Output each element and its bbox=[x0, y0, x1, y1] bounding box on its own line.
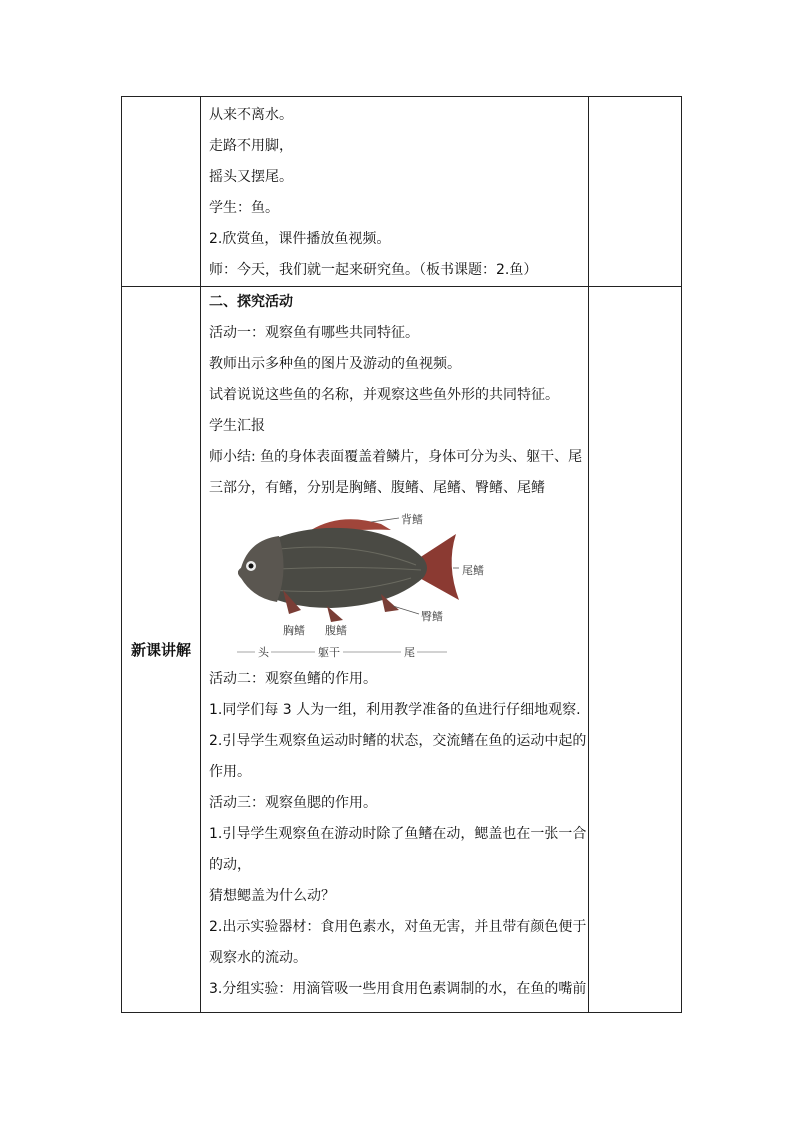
text-line: 试着说说这些鱼的名称，并观察这些鱼外形的共同特征。 bbox=[209, 387, 559, 403]
content-cell bbox=[201, 97, 589, 287]
section-heading: 二、探究活动 bbox=[209, 294, 293, 310]
text-line: 摇头又摆尾。 bbox=[209, 169, 293, 185]
section-label: 新课讲解 bbox=[122, 287, 201, 1013]
pelvic-fin-shape bbox=[327, 606, 343, 622]
label-trunk: 躯干 bbox=[318, 646, 340, 659]
fish-head-shape bbox=[238, 536, 284, 602]
text-line: 的动， bbox=[209, 857, 251, 873]
fish-diagram bbox=[231, 510, 484, 660]
label-head: 头 bbox=[258, 646, 269, 659]
text-line: 三部分，有鳍，分别是胸鳍、腹鳍、尾鳍、臀鳍、尾鳍 bbox=[209, 480, 545, 496]
text-line: 1.引导学生观察鱼在游动时除了鱼鳍在动，鳃盖也在一张一合 bbox=[209, 826, 587, 842]
content-cell bbox=[201, 287, 589, 1013]
table-row bbox=[122, 97, 682, 287]
label-tail-fin: 尾鳍 bbox=[462, 564, 484, 577]
text-line: 教师出示多种鱼的图片及游动的鱼视频。 bbox=[209, 356, 461, 372]
text-line: 猜想鳃盖为什么动？ bbox=[209, 888, 335, 904]
notes-cell bbox=[589, 287, 682, 1013]
text-line: 2.欣赏鱼，课件播放鱼视频。 bbox=[209, 231, 391, 247]
text-line: 观察水的流动。 bbox=[209, 950, 307, 966]
text-line: 1.同学们每 3 人为一组，利用教学准备的鱼进行仔细地观察. bbox=[209, 702, 581, 718]
label-pelvic-fin: 腹鳍 bbox=[325, 624, 347, 637]
text-line: 2.引导学生观察鱼运动时鳍的状态，交流鳍在鱼的运动中起的 bbox=[209, 733, 587, 749]
text-line: 师：今天，我们就一起来研究鱼。（板书课题：2.鱼） bbox=[209, 262, 538, 278]
text-line: 活动二：观察鱼鳍的作用。 bbox=[209, 671, 377, 687]
fish-illustration bbox=[231, 510, 481, 660]
section-cell-empty bbox=[122, 97, 201, 287]
text-line: 活动三：观察鱼腮的作用。 bbox=[209, 795, 377, 811]
label-tail-part: 尾 bbox=[404, 646, 415, 659]
text-line: 走路不用脚， bbox=[209, 138, 293, 154]
text-line: 活动一：观察鱼有哪些共同特征。 bbox=[209, 325, 419, 341]
label-anal-fin: 臀鳍 bbox=[421, 610, 443, 623]
table-row bbox=[122, 287, 682, 1013]
text-line: 学生汇报 bbox=[209, 418, 265, 434]
notes-cell bbox=[589, 97, 682, 287]
text-line: 作用。 bbox=[209, 764, 251, 780]
label-pectoral-fin: 胸鳍 bbox=[283, 624, 305, 637]
text-line: 学生：鱼。 bbox=[209, 200, 279, 216]
text-line: 从来不离水。 bbox=[209, 107, 293, 123]
text-line: 2.出示实验器材：食用色素水，对鱼无害，并且带有颜色便于 bbox=[209, 919, 587, 935]
lesson-table bbox=[121, 96, 682, 1013]
text-line: 师小结: 鱼的身体表面覆盖着鳞片，身体可分为头、躯干、尾 bbox=[209, 449, 583, 465]
text-line: 3.分组实验：用滴管吸一些用食用色素调制的水，在鱼的嘴前 bbox=[209, 981, 587, 997]
label-dorsal-fin: 背鳍 bbox=[401, 513, 423, 526]
